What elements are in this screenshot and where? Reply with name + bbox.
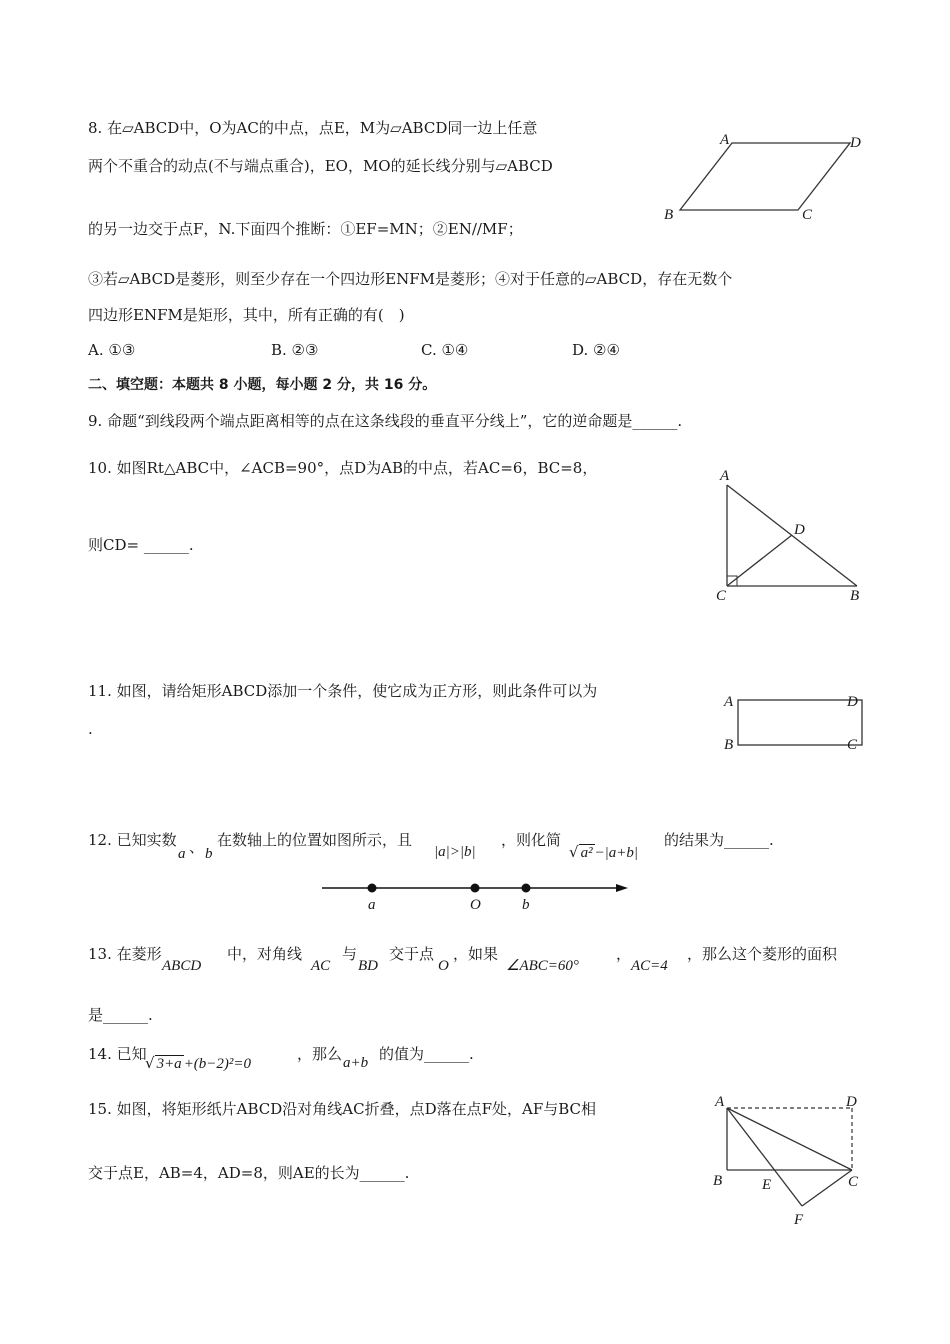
q12-number-line [320,875,640,915]
q13-ac: AC [311,958,331,974]
q8-option-b[interactable]: B. ②③ [271,341,319,359]
q13-angle: ∠ABC=60° [506,958,579,974]
q11-line1: 11. 如图，请给矩形ABCD添加一个条件，使它成为正方形，则此条件可以为 [88,682,598,700]
q15-label-d: D [846,1094,857,1110]
q15-label-f: F [794,1212,804,1228]
q8-line2: 两个不重合的动点(不与端点重合)，EO，MO的延长线分别与▱ABCD [88,157,553,175]
q12-expr-rest: −|a+b| [594,845,639,861]
q13-bd: BD [358,958,378,974]
q11-label-b: B [724,737,734,753]
q14-text1: 14. 已知 [88,1045,147,1063]
q10-label-b: B [850,588,860,604]
q14-expr [145,1054,251,1073]
q12-text4: 的结果为______. [664,831,774,849]
q15-line2: 交于点E，AB=4，AD=8，则AE的长为______. [88,1164,410,1182]
q12-cond: |a|>|b| [434,844,476,860]
q10-label-d: D [794,522,805,538]
q12-axis-b: b [522,897,530,913]
q12-axis-a: a [368,897,376,913]
q8-option-a[interactable]: A. ①③ [88,341,136,359]
q11-label-c: C [847,737,858,753]
q12-var-b: b [205,846,213,862]
q12-var-a: a [178,846,186,862]
q12-expr-sqrt: a² [580,845,593,861]
q15-label-c: C [848,1174,859,1190]
q14-text3: 的值为______. [379,1045,474,1063]
q13-text2: 中，对角线 [227,945,303,963]
q11-line2: . [88,720,93,738]
q15-label-a: A [715,1094,725,1110]
q12-text2: 在数轴上的位置如图所示，且 [217,831,413,849]
q14-rest: +(b−2)²=0 [183,1056,252,1072]
q15-label-b: B [713,1173,723,1189]
q8-parallelogram-figure [660,128,870,223]
q9-text: 9. 命题“到线段两个端点距离相等的点在这条线段的垂直平分线上”，它的逆命题是______. [88,412,683,430]
q10-line2: 则CD= ______. [88,536,194,554]
sqrt-symbol: √ [145,1054,155,1072]
q14-sum: a+b [343,1055,369,1071]
q10-line1: 10. 如图Rt△ABC中，∠ACB=90°，点D为AB的中点，若AC=6，BC=8， [88,459,598,477]
q15-line1: 15. 如图，将矩形纸片ABCD沿对角线AC折叠，点D落在点F处，AF与BC相 [88,1100,597,1118]
q11-label-a: A [724,694,734,710]
q13-abcd: ABCD [162,958,202,974]
q13-o: O [438,958,449,974]
q8-option-d[interactable]: D. ②④ [572,341,620,359]
q15-label-e: E [762,1177,772,1193]
section-heading: 二、填空题：本题共 8 小题，每小题 2 分，共 16 分。 [88,377,437,393]
q12-text1: 12. 已知实数 [88,831,177,849]
q10-label-c: C [716,588,727,604]
q8-line1: 8. 在▱ABCD中，O为AC的中点，点E，M为▱ABCD同一边上任意 [88,119,538,137]
q12-expr [569,843,638,862]
q13-text7: ，那么这个菱形的面积 [687,945,838,963]
q8-label-a: A [720,132,730,148]
q12-axis-o: O [470,897,481,913]
q8-line5: 四边形ENFM是矩形，其中，所有正确的有( ) [88,306,405,324]
q10-label-a: A [720,468,730,484]
q13-text4: 交于点 [389,945,435,963]
sqrt-symbol: √ [569,843,579,861]
q11-label-d: D [847,694,858,710]
q13-line2: 是______. [88,1006,153,1024]
q8-label-c: C [802,207,813,223]
q8-line3: 的另一边交于点F，N.下面四个推断：①EF=MN；②EN//MF； [88,220,523,238]
q12-text3: ，则化简 [501,831,562,849]
q8-line4: ③若▱ABCD是菱形，则至少存在一个四边形ENFM是菱形；④对于任意的▱ABCD，存在无数个 [88,270,733,288]
q15-fold-figure [710,1090,870,1230]
q11-rectangle-figure [720,690,870,755]
q14-sqrt-content: 3+a [156,1056,182,1072]
q13-text3: 与 [342,945,358,963]
q13-text5: ，如果 [453,945,499,963]
q14-text2: ，那么 [297,1045,343,1063]
q8-option-c[interactable]: C. ①④ [421,341,469,359]
q13-text6: ， [616,945,632,963]
q13-text1: 13. 在菱形 [88,945,162,963]
q8-label-b: B [664,207,674,223]
q12-sep: 、 [189,838,205,856]
q8-label-d: D [850,135,861,151]
q10-triangle-figure [710,468,870,608]
q13-ac4: AC=4 [631,958,668,974]
